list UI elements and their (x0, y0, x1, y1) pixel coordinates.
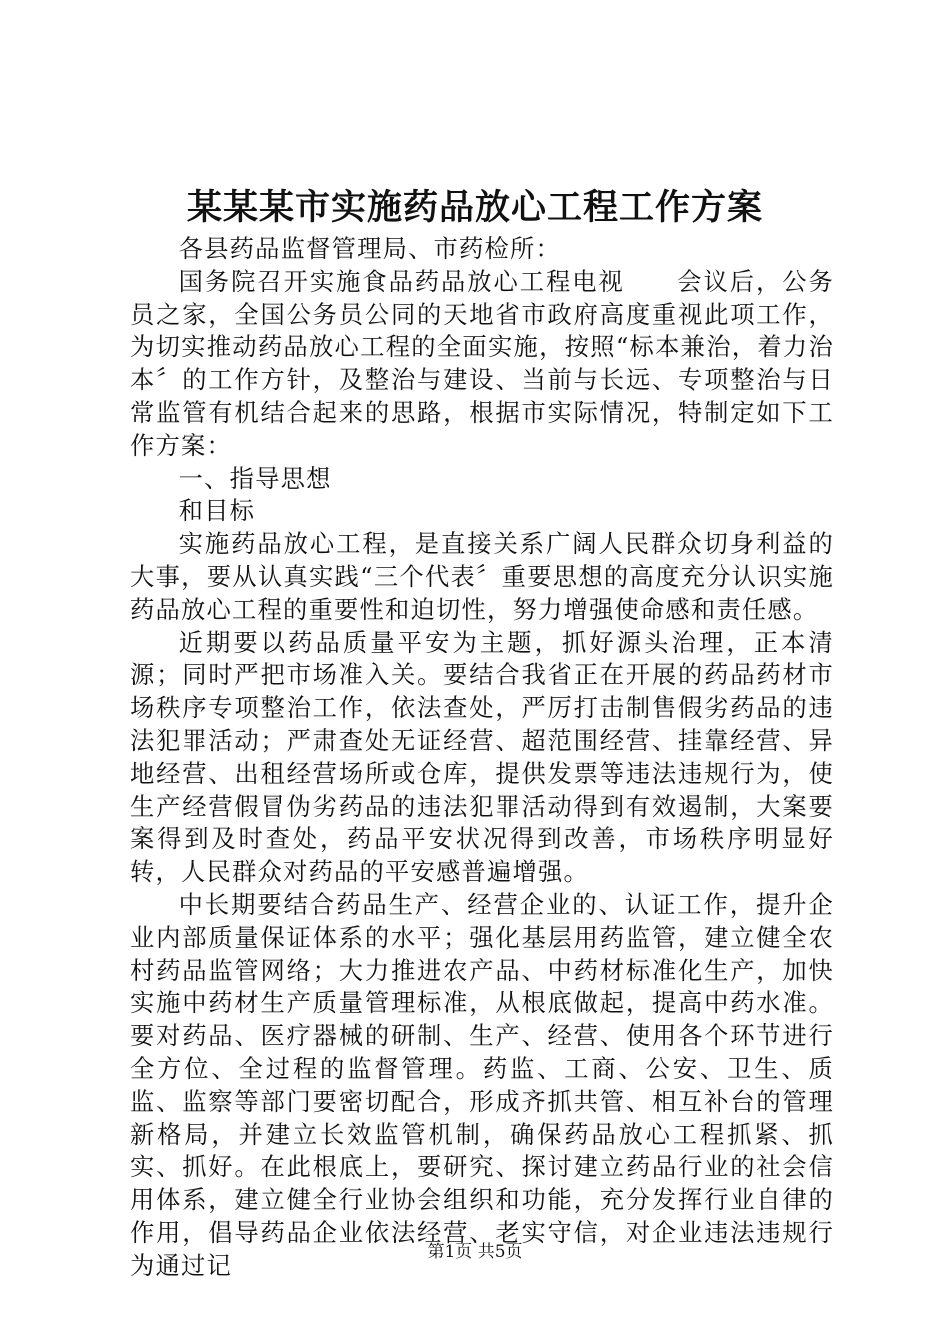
page-footer: 第1页 共5页 (427, 1242, 523, 1262)
paragraph-short-term: 近期要以药品质量平安为主题，抓好源头治理，正本清源；同时严把市场准入关。要结合我省正在开展的药品药材市场秩序专项整治工作，依法查处，严厉打击制售假劣药品的违法犯罪活动；严肃查处无证经营、超范围经营、挂靠经营、异地经营、出租经营场所或仓库，提供发票等违法违规行为，使生产经营假冒伪劣药品的违法犯罪活动得到有效遏制，大案要案得到及时查处，药品平安状况得到改善，市场秩序明显好转，人民群众对药品的平安感普遍增强。 (130, 627, 834, 887)
paragraph-salutation: 各县药品监督管理局、市药检所： (178, 234, 562, 263)
paragraph-significance: 实施药品放心工程，是直接关系广阔人民群众切身利益的大事，要从认真实践“三个代表〞重要思想的高度充分认识实施药品放心工程的重要性和迫切性，努力增强使命感和责任感。 (130, 529, 834, 624)
section-heading-continuation: 和目标 (178, 496, 256, 526)
paragraph-long-term: 中长期要结合药品生产、经营企业的、认证工作，提升企业内部质量保证体系的水平；强化基层用药监管，建立健全农村药品监管网络；大力推进农产品、中药材标准化生产，加快实施中药材生产质量管理标准，从根底做起，提高中药水准。要对药品、医疗器械的研制、生产、经营、使用各个环节进行全方位、全过程的监督管理。药监、工商、公安、卫生、质监、监察等部门要密切配合，形成齐抓共管、相互补台的管理新格局，并建立长效监管机制，确保药品放心工程抓紧、抓实、抓好。在此根底上，要研究、探讨建立药品行业的社会信用体系，建立健全行业协会组织和功能，充分发挥行业自律的作用，倡导药品企业依法经营、老实守信，对企业违法违规行为通过记 (130, 889, 834, 1280)
document-body (130, 233, 834, 1283)
section-heading-guiding-thought: 一、指导思想 (178, 463, 332, 493)
paragraph-intro: 国务院召开实施食品药品放心工程电视 会议后，公务员之家，全国公务员公同的天地省市政府高度重视此项工作，为切实推动药品放心工程的全面实施，按照“标本兼治，着力治本〞的工作方针，及整治与建设、当前与长远、专项整治与日常监管有机结合起来的思路，根据市实际情况，特制定如下工作方案： (130, 266, 834, 460)
document-title: 某某某市实施药品放心工程工作方案 (186, 187, 763, 228)
